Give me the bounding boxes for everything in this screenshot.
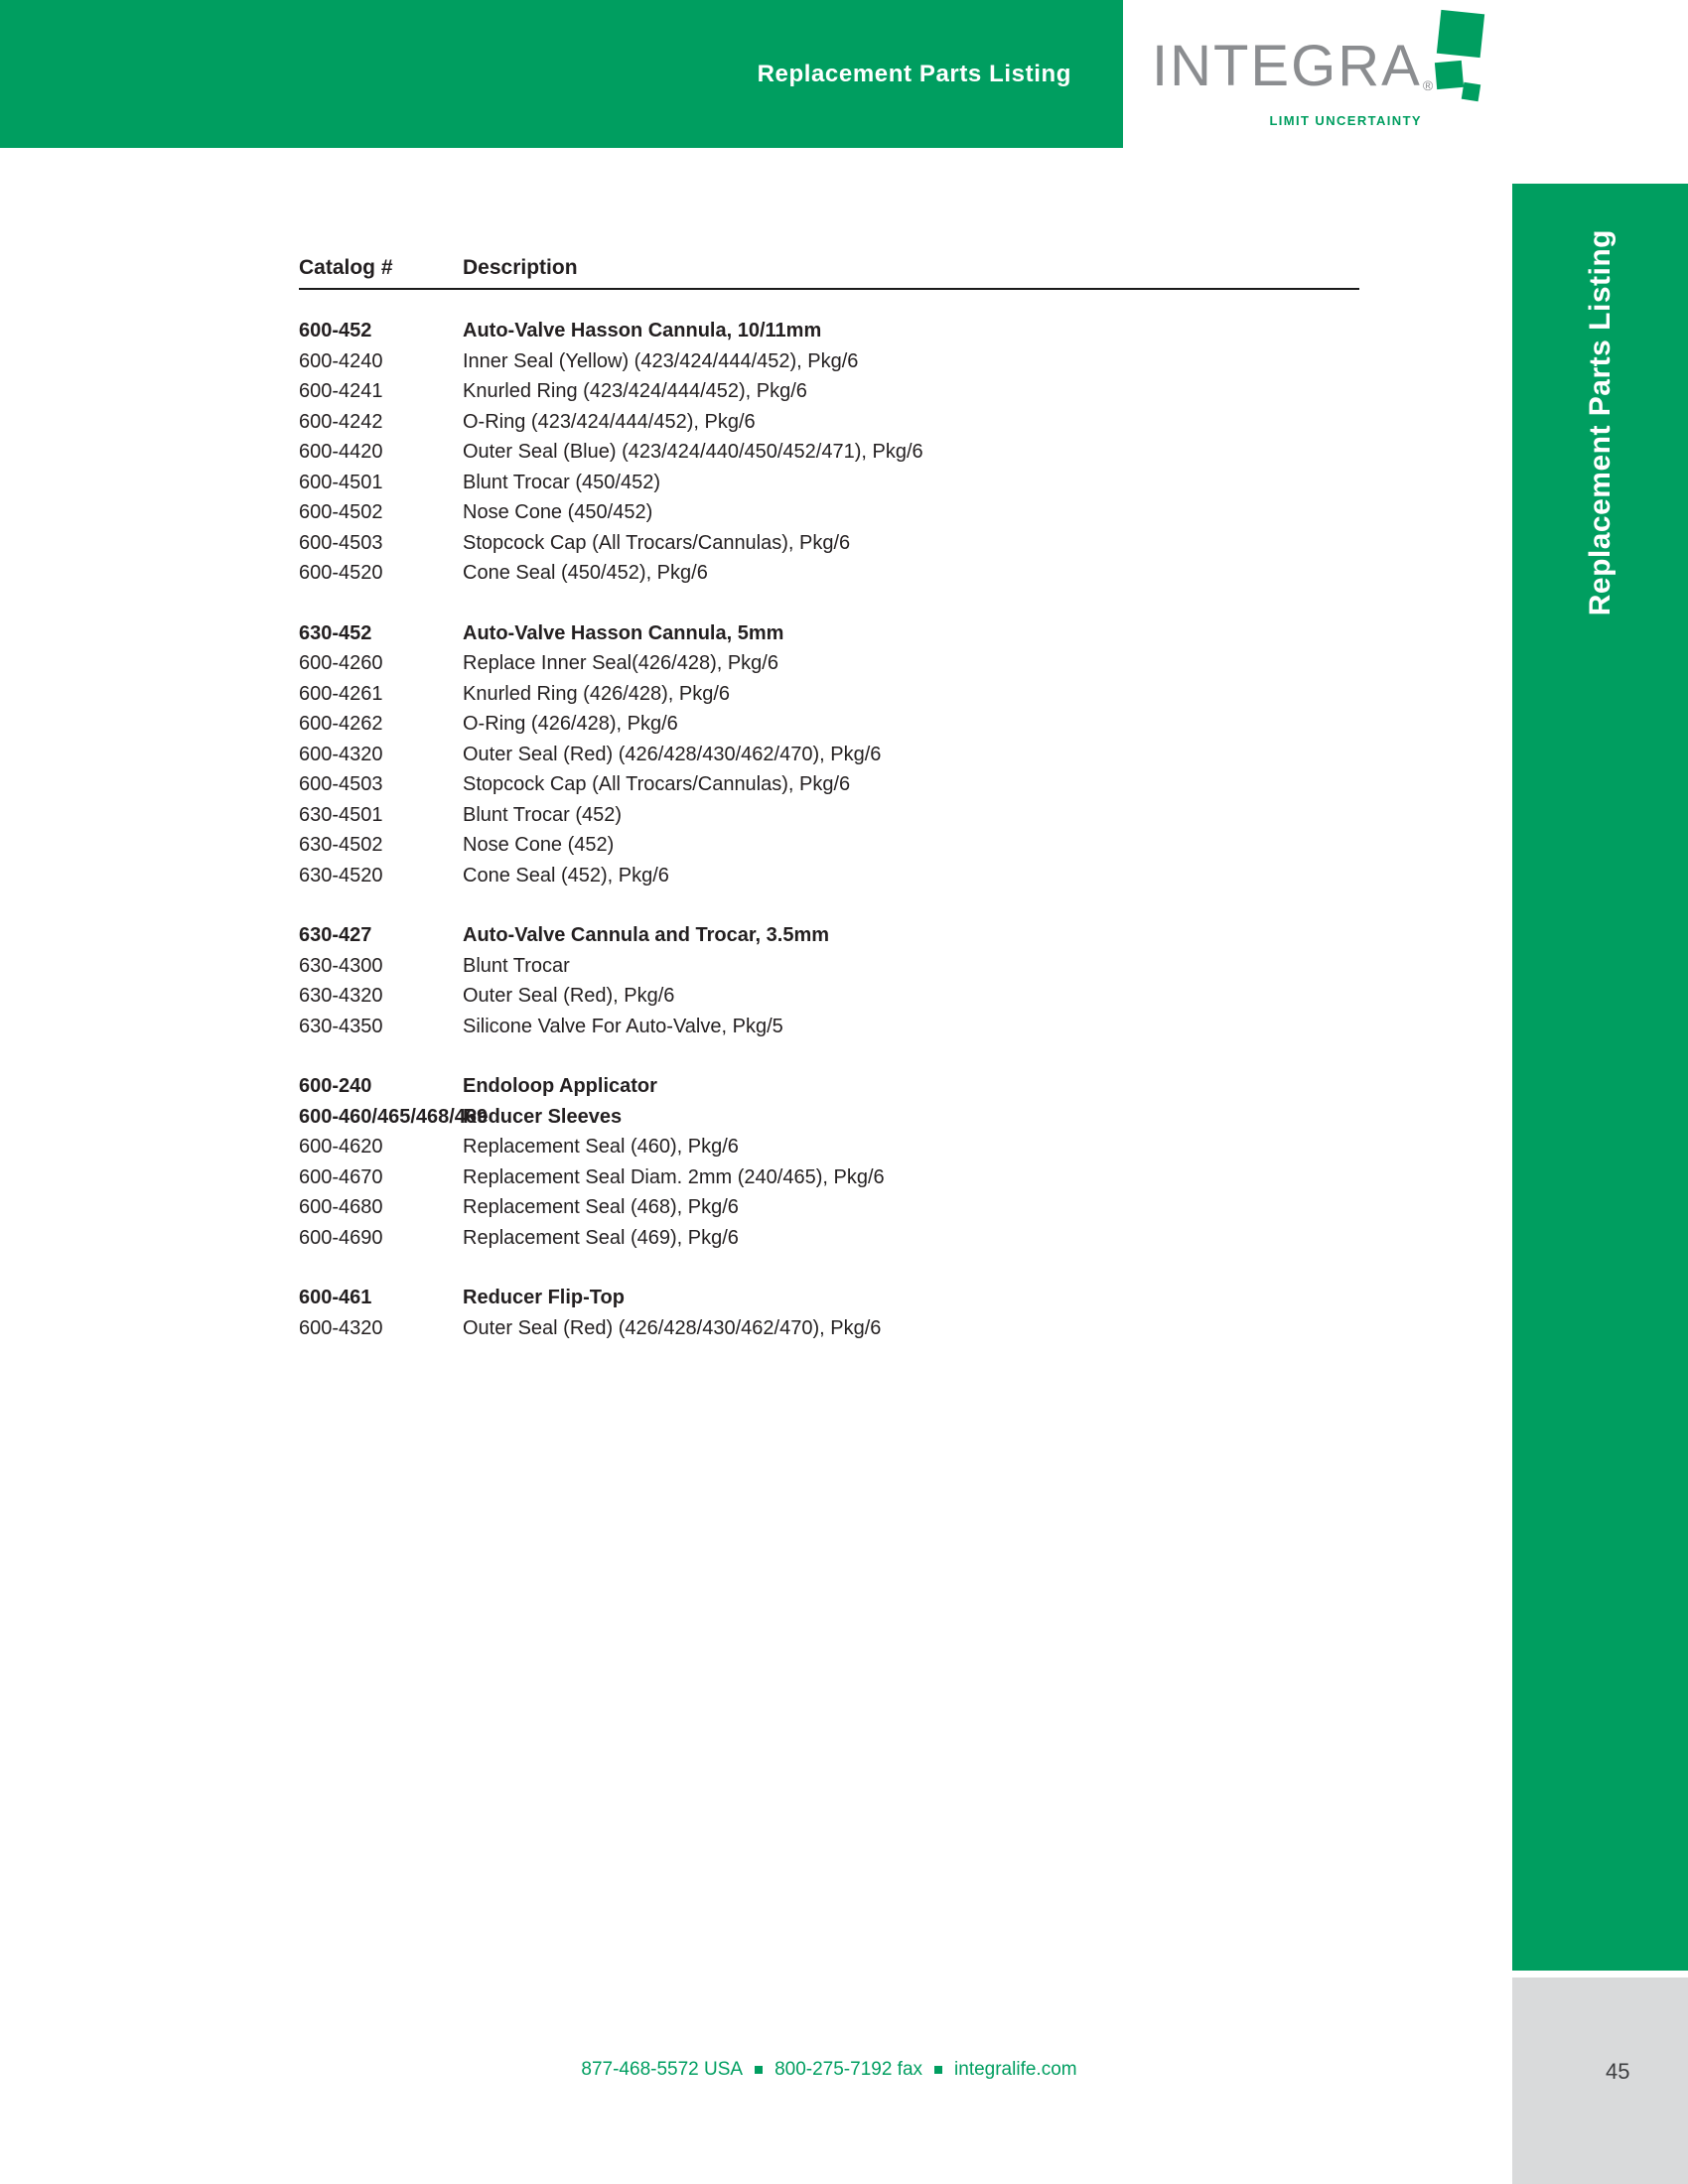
description-cell: Auto-Valve Hasson Cannula, 5mm <box>463 621 784 644</box>
catalog-cell: 600-452 <box>299 320 372 341</box>
catalog-cell: 600-240 <box>299 1075 372 1097</box>
catalog-cell: 600-4261 <box>299 682 383 705</box>
table-row <box>299 468 1359 498</box>
sidebar-vertical-label: Replacement Parts Listing <box>1583 229 1617 616</box>
table-row <box>299 800 1359 831</box>
description-cell: Knurled Ring (423/424/444/452), Pkg/6 <box>463 380 807 402</box>
footer-contact-line <box>299 2059 1359 2081</box>
table-row <box>299 316 1359 346</box>
table-row <box>299 769 1359 800</box>
description-cell: Blunt Trocar (452) <box>463 803 623 826</box>
description-cell: Nose Cone (452) <box>463 834 615 856</box>
table-row <box>299 437 1359 468</box>
column-header-description: Description <box>463 256 578 279</box>
parts-group <box>299 316 1359 589</box>
square-bullet-icon <box>934 2066 942 2074</box>
description-cell: Inner Seal (Yellow) (423/424/444/452), Pkg/6 <box>463 349 859 372</box>
logo-row <box>1152 34 1479 99</box>
logo-wordmark: INTEGRA <box>1152 34 1422 98</box>
description-cell: Blunt Trocar <box>463 954 570 977</box>
catalog-cell: 630-4502 <box>299 834 383 856</box>
integra-logo <box>1152 34 1479 128</box>
catalog-cell: 600-4503 <box>299 773 383 795</box>
description-cell: Replace Inner Seal(426/428), Pkg/6 <box>463 652 778 674</box>
catalog-cell: 600-460/465/468/469 <box>299 1105 489 1128</box>
catalog-cell: 600-4502 <box>299 501 383 523</box>
table-row <box>299 709 1359 740</box>
table-row <box>299 1283 1359 1313</box>
catalog-cell: 630-4350 <box>299 1015 383 1037</box>
catalog-cell: 600-4680 <box>299 1196 383 1218</box>
catalog-cell: 600-4690 <box>299 1226 383 1249</box>
description-cell: Outer Seal (Red), Pkg/6 <box>463 985 675 1007</box>
table-row <box>299 1012 1359 1042</box>
page-number: 45 <box>1606 2059 1630 2084</box>
catalog-cell: 600-461 <box>299 1287 372 1308</box>
description-cell: Knurled Ring (426/428), Pkg/6 <box>463 682 731 705</box>
table-row <box>299 920 1359 951</box>
description-cell: Silicone Valve For Auto-Valve, Pkg/5 <box>463 1015 783 1037</box>
footer-website-link[interactable]: integralife.com <box>954 2059 1077 2080</box>
catalog-cell: 600-4260 <box>299 652 383 674</box>
parts-group <box>299 1071 1359 1253</box>
catalog-cell: 630-4320 <box>299 985 383 1007</box>
catalog-cell: 600-4320 <box>299 743 383 765</box>
description-cell: Replacement Seal Diam. 2mm (240/465), Pkg/6 <box>463 1165 885 1188</box>
logo-tagline: LIMIT UNCERTAINTY <box>1269 113 1422 128</box>
description-cell: Replacement Seal (460), Pkg/6 <box>463 1136 739 1158</box>
catalog-cell: 630-4520 <box>299 864 383 887</box>
table-row <box>299 1162 1359 1193</box>
table-row <box>299 740 1359 770</box>
table-row <box>299 648 1359 679</box>
parts-group <box>299 920 1359 1041</box>
catalog-cell: 600-4242 <box>299 410 383 433</box>
parts-group <box>299 618 1359 891</box>
catalog-cell: 600-4420 <box>299 441 383 463</box>
description-cell: Auto-Valve Cannula and Trocar, 3.5mm <box>463 924 830 946</box>
table-row <box>299 1192 1359 1223</box>
table-row <box>299 528 1359 559</box>
table-row <box>299 679 1359 710</box>
table-row <box>299 830 1359 861</box>
catalog-cell: 600-4501 <box>299 471 383 493</box>
catalog-cell: 630-4501 <box>299 803 383 826</box>
registered-trademark-icon: ® <box>1422 77 1434 93</box>
square-bullet-icon <box>755 2066 763 2074</box>
sidebar-band <box>1512 184 1688 1971</box>
table-row <box>299 1102 1359 1133</box>
catalog-cell: 630-4300 <box>299 954 383 977</box>
catalog-cell: 600-4262 <box>299 713 383 735</box>
parts-table <box>299 256 1359 1343</box>
table-row <box>299 951 1359 982</box>
table-row <box>299 861 1359 891</box>
table-row <box>299 618 1359 649</box>
page-number-box <box>1512 1978 1688 2184</box>
description-cell: Stopcock Cap (All Trocars/Cannulas), Pkg/6 <box>463 773 851 795</box>
table-row <box>299 1071 1359 1102</box>
description-cell: Outer Seal (Red) (426/428/430/462/470), Pkg/6 <box>463 1316 882 1339</box>
description-cell: Cone Seal (450/452), Pkg/6 <box>463 562 708 584</box>
table-row <box>299 1313 1359 1344</box>
description-cell: Outer Seal (Blue) (423/424/440/450/452/471), Pkg/6 <box>463 441 923 463</box>
catalog-cell: 600-4520 <box>299 562 383 584</box>
description-cell: Nose Cone (450/452) <box>463 501 653 523</box>
description-cell: Cone Seal (452), Pkg/6 <box>463 864 669 887</box>
catalog-cell: 600-4241 <box>299 380 383 402</box>
description-cell: Reducer Flip-Top <box>463 1287 625 1308</box>
table-row <box>299 376 1359 407</box>
catalog-cell: 600-4240 <box>299 349 383 372</box>
table-row <box>299 981 1359 1012</box>
header-bar <box>0 0 1123 148</box>
description-cell: Endoloop Applicator <box>463 1075 657 1097</box>
logo-squares-icon <box>1435 38 1479 99</box>
description-cell: Stopcock Cap (All Trocars/Cannulas), Pkg/6 <box>463 531 851 554</box>
table-row <box>299 497 1359 528</box>
parts-group <box>299 1283 1359 1343</box>
column-header-catalog: Catalog # <box>299 256 393 279</box>
table-row <box>299 1132 1359 1162</box>
table-row <box>299 1223 1359 1254</box>
description-cell: Outer Seal (Red) (426/428/430/462/470), Pkg/6 <box>463 743 882 765</box>
catalog-cell: 600-4670 <box>299 1165 383 1188</box>
description-cell: O-Ring (426/428), Pkg/6 <box>463 713 678 735</box>
catalog-cell: 600-4503 <box>299 531 383 554</box>
page-header-title: Replacement Parts Listing <box>757 60 1071 87</box>
table-row <box>299 346 1359 377</box>
description-cell: Reducer Sleeves <box>463 1105 623 1128</box>
catalog-cell: 630-452 <box>299 621 372 644</box>
table-header-row <box>299 256 1359 290</box>
table-row <box>299 558 1359 589</box>
description-cell: Replacement Seal (468), Pkg/6 <box>463 1196 739 1218</box>
description-cell: Auto-Valve Hasson Cannula, 10/11mm <box>463 320 822 341</box>
description-cell: Replacement Seal (469), Pkg/6 <box>463 1226 739 1249</box>
footer-fax: 800-275-7192 fax <box>774 2059 923 2080</box>
description-cell: Blunt Trocar (450/452) <box>463 471 660 493</box>
catalog-cell: 630-427 <box>299 924 372 946</box>
table-row <box>299 407 1359 438</box>
parts-groups <box>299 316 1359 1343</box>
footer-phone: 877-468-5572 USA <box>581 2059 744 2080</box>
description-cell: O-Ring (423/424/444/452), Pkg/6 <box>463 410 756 433</box>
catalog-cell: 600-4320 <box>299 1316 383 1339</box>
catalog-cell: 600-4620 <box>299 1136 383 1158</box>
